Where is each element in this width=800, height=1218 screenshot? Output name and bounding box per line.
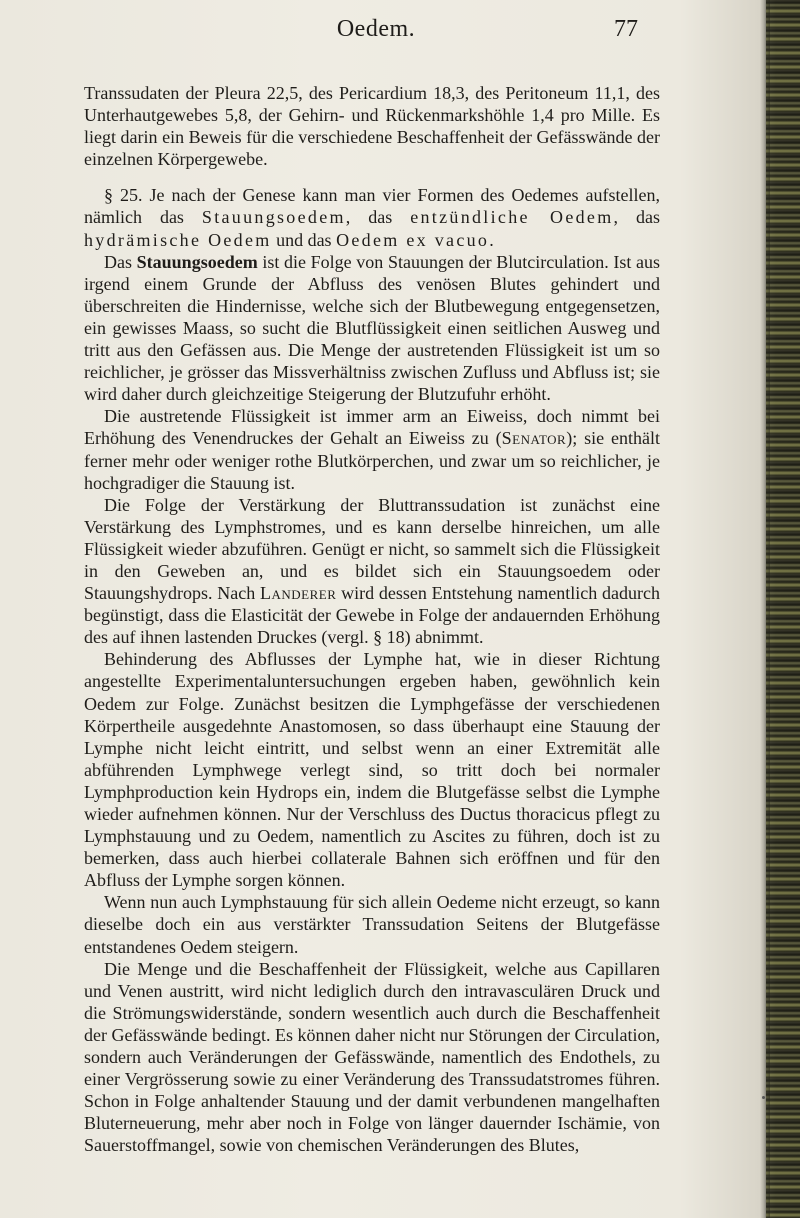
- running-head: Oedem.: [336, 16, 416, 42]
- page-header: [0, 16, 760, 46]
- book-edge: [766, 0, 800, 1218]
- paragraph-p7: [84, 891, 660, 957]
- text-segment: Senator: [501, 428, 567, 449]
- text-segment: § 25. Je nach der Genese kann man vier Formen des Oedemes aufstellen, nämlich das: [84, 185, 660, 228]
- text-segment: Landerer: [259, 583, 337, 604]
- text-segment: Behinderung des Abflusses der Lymphe hat, wie in dieser Richtung angestellte Experimentaluntersuchungen ergeben haben, gewöhnlich kein Oedem zur Folge. Zunächst besitzen die Lymphgefässe der verschiedenen Körpertheile ausgedehnte Anastomosen, so dass überhaupt eine Stauung der Lymphe nicht leicht eintritt, und selbst wenn an einer Extremität alle abführenden Lymphwege verlegt sind, so tritt doch bei normaler Lymphproduction kein Hydrops ein, indem die Blutgefässe selbst die Lymphe wieder aufnehmen können. Nur der Verschluss des Ductus thoracicus pflegt zu Lymphstauung und zu Oedem, namentlich zu Ascites zu führen, doch ist zu bemerken, dass auch hierbei collaterale Bahnen sich eröffnen und für den Abfluss der Lymphe sorgen können.: [84, 649, 660, 891]
- paragraph-p4: [84, 405, 660, 493]
- paragraph-p5: [84, 494, 660, 649]
- text-segment: Die Folge der Verstärkung der Bluttranssudation ist zunächst eine Verstärkung des Lymphstromes, und es kann derselbe hinreichen, um alle Flüssigkeit wieder abzuführen. Genügt er nicht, so sammelt sich die Flüssigkeit in den Geweben an, und es bildet sich ein Stauungsoedem oder Stauungshydrops. Nach: [84, 494, 660, 604]
- body-text: [84, 82, 660, 1157]
- text-segment: , das: [613, 207, 660, 228]
- text-segment: hydrämische Oedem: [84, 229, 272, 250]
- text-segment: wird dessen Entstehung namentlich dadurch begünstigt, dass die Elasticität der Gewebe in Folge der andauernden Erhöhung des auf ihnen lastenden Druckes (vergl. § 18) abnimmt.: [84, 583, 661, 648]
- text-segment: .: [489, 229, 494, 250]
- paragraph-gap: [84, 170, 660, 184]
- paragraph-p2: [84, 184, 660, 250]
- page-number: 77: [614, 16, 638, 42]
- text-segment: Oedem ex vacuo: [336, 229, 490, 250]
- text-segment: Stauungsoedem: [136, 251, 258, 272]
- paragraph-p8: [84, 958, 660, 1157]
- text-segment: ); sie enthält ferner mehr oder weniger rothe Blutkörperchen, und zwar um so reichlicher, je hochgradiger die Stauung ist.: [84, 428, 660, 493]
- text-segment: Wenn nun auch Lymphstauung für sich allein Oedeme nicht erzeugt, so kann dieselbe doch ein aus verstärkter Transsudation Seitens der Blutgefässe entstandenes Oedem steigern.: [84, 892, 660, 957]
- dust-speck: [762, 1096, 765, 1099]
- page-shadow: [764, 0, 770, 1218]
- text-segment: Stauungsoedem: [201, 207, 346, 228]
- text-segment: Transsudaten der Pleura 22,5, des Pericardium 18,3, des Peritoneum 11,1, des Unterhautgewebes 5,8, der Gehirn- und Rückenmarkshöhle 1,4 pro Mille. Es liegt darin ein Beweis für die verschiedene Beschaffenheit der Gefässwände der einzelnen Körpergewebe.: [84, 83, 660, 170]
- text-segment: Das: [104, 251, 137, 272]
- text-segment: und das: [271, 229, 337, 250]
- paragraph-p1: [84, 82, 660, 170]
- paragraph-p3: [84, 251, 660, 406]
- text-segment: entzündliche Oedem: [410, 207, 614, 228]
- text-segment: Die austretende Flüssigkeit ist immer arm an Eiweiss, doch nimmt bei Erhöhung des Venendruckes der Gehalt an Eiweiss zu (: [84, 406, 660, 449]
- text-segment: , das: [345, 207, 411, 228]
- text-segment: ist die Folge von Stauungen der Blutcirculation. Ist aus irgend einem Grunde der Abfluss des venösen Blutes gehindert und überschreiten die Hindernisse, welche sich der Blutbewegung entgegensetzen, ein gewisses Maass, so sucht die Blutflüssigkeit einen seitlichen Ausweg und tritt aus den Gefässen aus. Die Menge der austretenden Flüssigkeit ist um so reichlicher, je grösser das Missverhältniss zwischen Zufluss und Abfluss ist; sie wird daher durch gleichzeitige Steigerung der Blutzufuhr erhöht.: [84, 251, 660, 405]
- text-segment: Die Menge und die Beschaffenheit der Flüssigkeit, welche aus Capillaren und Venen austritt, wird nicht lediglich durch den intravasculären Druck und die Strömungswiderstände, sondern wesentlich auch durch die Beschaffenheit der Gefässwände bedingt. Es können daher nicht nur Störungen der Circulation, sondern auch Veränderungen der Gefässwände, namentlich des Endothels, zu einer Vergrösserung sowie zu einer Veränderung des Transsudatstromes führen. Schon in Folge anhaltender Stauung und der damit verbundenen mangelhaften Bluterneuerung, mehr aber noch in Folge von länger dauernder Ischämie, von Sauerstoffmangel, sowie von chemischen Veränderungen des Blutes,: [84, 958, 660, 1156]
- paragraph-p6: [84, 648, 660, 891]
